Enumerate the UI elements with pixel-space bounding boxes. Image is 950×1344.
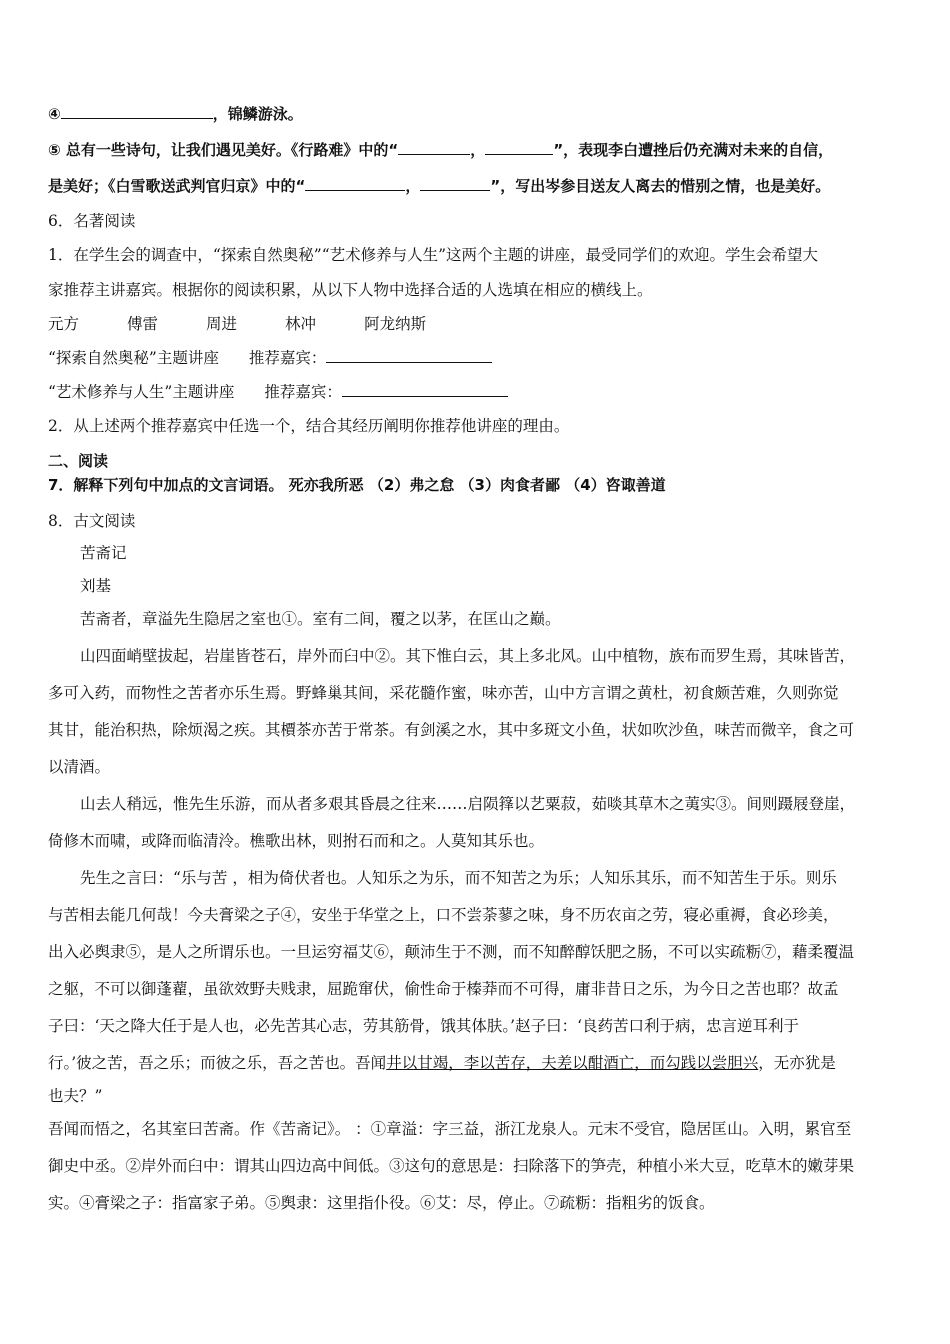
lecture-1-row	[48, 347, 492, 369]
paragraph-5-line-1: 吾闻而悟之，名其室曰苦斋。作《苦斋记》。 ：①章溢：字三益，浙江龙泉人。元末不受官，隐居匡山。入明，累官至	[48, 1120, 852, 1138]
q5-text-f: ”，写出岑参目送友人离去的惜别之情，也是美好。	[490, 177, 831, 195]
lecture-1-title: “探索自然奥秘”主题讲座	[48, 349, 219, 367]
paragraph-4-line-6	[48, 1052, 836, 1074]
paragraph-3-line-2: 倚修木而啸，或降而临清泠。樵歌出林，则拊石而和之。人莫知其乐也。	[48, 832, 545, 850]
q5-text-b: ，	[470, 141, 486, 159]
paragraph-2-line-3: 其甘，能治积热，除烦渴之疾。其檟茶亦苦于常茶。有剑溪之水，其中多斑文小鱼，状如吹沙鱼，味苦而微辛，食之可	[48, 721, 855, 739]
recommend-blank-2[interactable]	[342, 382, 508, 397]
question-5-line-1	[48, 139, 833, 161]
article-author: 刘基	[80, 577, 112, 595]
q5-text-d: 是美好；《白雪歌送武判官归京》中的“	[48, 177, 306, 195]
recommend-label-2: 推荐嘉宾：	[264, 383, 342, 401]
q4-suffix: ，锦鳞游泳。	[212, 105, 303, 123]
paragraph-4-line-4: 之躯，不可以御蓬藋，虽欲效野夫贱隶，屈跪窜伏，偷性命于榛莽而不可得，庸非昔日之乐，为今日之苦也耶？故孟	[48, 980, 839, 998]
paragraph-4-line-2: 与苦相去能几何哉！今夫膏梁之子④，安坐于华堂之上，口不尝荼蓼之味，身不历农亩之劳，寝必重褥，食必珍美，	[48, 906, 839, 924]
paragraph-4-line-1: 先生之言曰：“乐与苦 ，相为倚伏者也。人知乐之为乐，而不知苦之为乐；人知乐其乐，而不知苦生于乐。则乐	[80, 869, 837, 887]
lecture-2-title: “艺术修养与人生”主题讲座	[48, 383, 235, 401]
p4-line6-text-a: 行。’彼之苦，吾之乐；而彼之乐，吾之苦也。吾闻	[48, 1054, 387, 1072]
paragraph-2-line-4: 以清酒。	[48, 758, 111, 776]
question-5-line-2	[48, 175, 830, 197]
question-8-title: 8．古文阅读	[48, 512, 136, 530]
section-2-heading: 二、阅读	[48, 452, 109, 470]
q5-text-e: ，	[405, 177, 421, 195]
person-option-1: 元方	[48, 315, 80, 333]
q6-title: 6．名著阅读	[48, 212, 136, 230]
paragraph-1: 苦斋者，章溢先生隐居之室也①。室有二间，覆之以茅，在匡山之巅。	[80, 610, 561, 628]
q6-item1-line1: 1．在学生会的调查中，“探索自然奥秘”“艺术修养与人生”这两个主题的讲座，最受同学们的欢迎。学生会希望大	[48, 246, 819, 264]
q5-blank-3[interactable]	[305, 176, 405, 191]
q4-answer-blank[interactable]	[61, 104, 213, 119]
p4-line6-text-b: ，无亦犹是	[758, 1054, 836, 1072]
q5-text-a: ⑤ 总有一些诗句，让我们遇见美好。《行路难》中的“	[48, 141, 399, 159]
paragraph-2-line-2: 多可入药，而物性之苦者亦乐生焉。野蜂巢其间，采花髓作蜜，味亦苦，山中方言谓之黄杜，初食颇苦难，久则弥觉	[48, 684, 839, 702]
q5-blank-2[interactable]	[485, 140, 553, 155]
people-options	[48, 313, 474, 335]
q4-prefix: ④	[48, 105, 61, 123]
paragraph-4-line-7: 也夫？”	[48, 1087, 103, 1105]
paragraph-5-line-3: 实。④膏梁之子：指富家子弟。⑤舆隶：这里指仆役。⑥艾：尽，停止。⑦疏粝：指粗劣的饭食。	[48, 1194, 715, 1212]
paragraph-5-line-2: 御史中丞。②岸外而臼中：谓其山四边高中间低。③这句的意思是：扫除落下的笋壳，种植小米大豆，吃草木的嫩芽果	[48, 1157, 855, 1175]
paragraph-4-line-3: 出入必舆隶⑤，是人之所谓乐也。一旦运穷福艾⑥，颠沛生于不测，而不知醉醇饫肥之肠，不可以实疏粝⑦，藉柔覆温	[48, 943, 855, 961]
recommend-blank-1[interactable]	[326, 348, 492, 363]
question-4-line	[48, 103, 303, 125]
person-option-2: 傅雷	[127, 315, 159, 333]
paragraph-2-line-1: 山四面峭壁拔起，岩崖皆苍石，岸外而臼中②。其下惟白云，其上多北风。山中植物，族布而罗生焉，其味皆苦，	[80, 647, 856, 665]
article-title: 苦斋记	[80, 544, 127, 562]
person-option-5: 阿龙纳斯	[364, 315, 427, 333]
person-option-3: 周进	[206, 315, 238, 333]
recommend-label-1: 推荐嘉宾：	[248, 349, 327, 367]
person-option-4: 林冲	[285, 315, 317, 333]
q5-blank-4[interactable]	[420, 176, 490, 191]
q6-item1-line2: 家推荐主讲嘉宾。根据你的阅读积累，从以下人物中选择合适的人选填在相应的横线上。	[48, 281, 653, 299]
underlined-sentence: 井以甘竭，李以苦存，夫差以酣酒亡，而勾践以尝胆兴	[386, 1054, 759, 1072]
q5-text-c: ”，表现李白遭挫后仍充满对未来的自信，	[553, 141, 834, 159]
paragraph-3-line-1: 山去人稍远，惟先生乐游，而从者多艰其昏晨之往来……启陨箨以艺粟菽，茹啖其草木之荑实③。间则蹑屐登崖，	[80, 795, 856, 813]
q6-item2: 2．从上述两个推荐嘉宾中任选一个，结合其经历阐明你推荐他讲座的理由。	[48, 417, 570, 435]
paragraph-4-line-5: 子曰：‘天之降大任于是人也，必先苦其心志，劳其筋骨，饿其体肤。’赵子曰：‘良药苦口利于病，忠言逆耳利于	[48, 1017, 800, 1035]
q5-blank-1[interactable]	[398, 140, 470, 155]
lecture-2-row	[48, 381, 508, 403]
question-7: 7．解释下列句中加点的文言词语。 死亦我所恶 （2）弗之怠 （3）肉食者鄙 （4）咨诹善道	[48, 476, 666, 494]
